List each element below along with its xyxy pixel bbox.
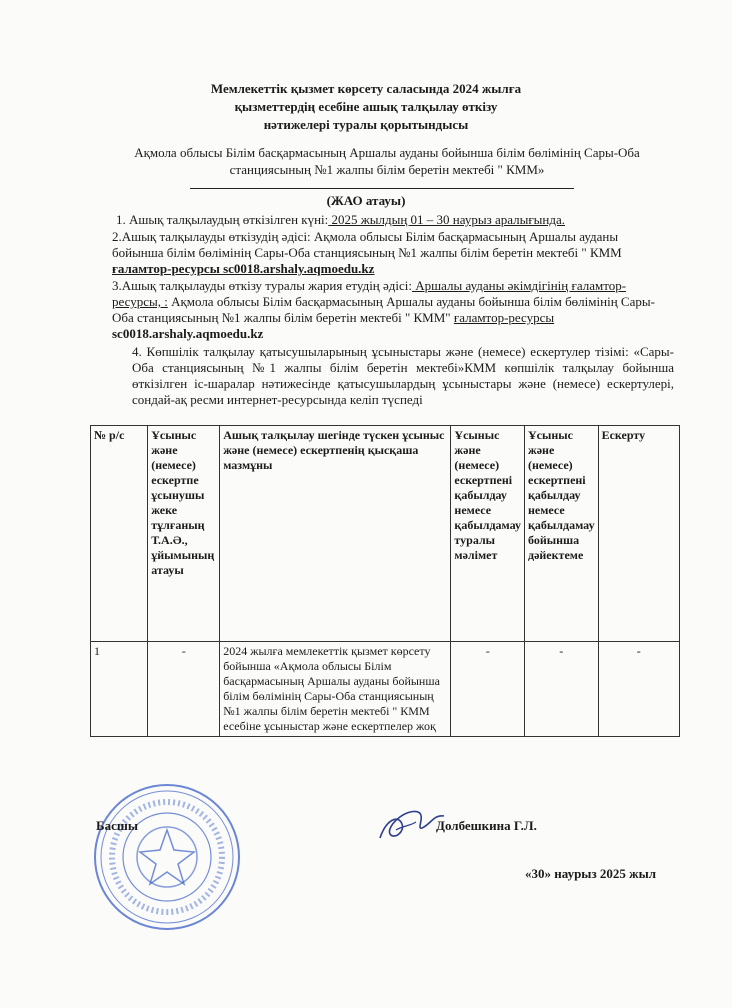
title-line-3: нәтижелері туралы қорытындысы xyxy=(263,117,469,132)
header-note: Ескерту xyxy=(598,426,679,642)
item-1-label: 1. Ашық талқылаудың өткізілген күні: xyxy=(116,212,329,227)
item-3-site[interactable]: sc0018.arshaly.aqmoedu.kz xyxy=(112,326,264,341)
table-row xyxy=(91,642,680,737)
org-caption: (ЖАО атауы) xyxy=(326,193,406,208)
document-title xyxy=(0,80,732,134)
item-1 xyxy=(116,212,676,228)
document-date: «30» наурыз 2025 жыл xyxy=(525,866,657,881)
item-2-link[interactable]: ғаламтор-ресурсы sc0018.arshaly.aqmoedu.kz xyxy=(112,261,375,276)
header-info: Ұсыныс және (немесе) ескертпені қабылдау немесе қабылдамау туралы мәлімет xyxy=(451,426,525,642)
item-2-text: Ақмола облысы Білім басқармасының Аршалы ауданы бойынша білім бөлімінің Сары-Оба станциясының №1 жалпы білім беретін мектебі " КММ xyxy=(112,229,622,260)
item-2 xyxy=(112,229,672,277)
organization-name xyxy=(92,144,682,178)
org-line-2: станциясының №1 жалпы білім беретін мектебі " КММ» xyxy=(229,162,545,177)
item-3-link-2[interactable]: ғаламтор-ресурсы xyxy=(453,310,555,325)
cell-info: - xyxy=(451,642,525,737)
head-label: Басшы xyxy=(96,818,138,833)
cell-person: - xyxy=(148,642,220,737)
proposals-table xyxy=(90,425,680,737)
header-person: Ұсыныс және (немесе) ескертпе ұсынушы жеке тұлғаның Т.А.Ә., ұйымының атауы xyxy=(148,426,220,642)
cell-number: 1 xyxy=(91,642,148,737)
table-header-row xyxy=(91,426,680,642)
header-number: № р/с xyxy=(91,426,148,642)
head-name: Долбешкина Г.Л. xyxy=(436,818,537,833)
cell-content: 2024 жылға мемлекеттік қызмет көрсету бойынша «Ақмола облысы Білім басқармасының Аршалы ауданы бойынша білім бөлімінің Сары-Оба станциясының №1 жалпы білім беретін мектебі " КММ есебіне ұсыныстар және ескертпелер жоқ xyxy=(220,642,451,737)
cell-note: - xyxy=(598,642,679,737)
item-3-label: 3.Ашық талқылауды өткізу туралы жария етудің әдісі: xyxy=(112,278,412,293)
org-line-1: Ақмола облысы Білім басқармасының Аршалы ауданы бойынша білім бөлімінің Сары-Оба xyxy=(134,145,640,160)
header-reason: Ұсыныс және (немесе) ескертпені қабылдау немесе қабылдамау бойынша дәйектеме xyxy=(525,426,599,642)
item-3 xyxy=(112,278,672,342)
item-3-link-1[interactable]: Аршалы ауданы әкімдігінің ғаламтор-ресурсы, : xyxy=(112,278,627,309)
title-line-1: Мемлекеттік қызмет көрсету саласында 2024 жылға xyxy=(210,81,522,96)
item-3-text: Ақмола облысы Білім басқармасының Аршалы ауданы бойынша білім бөлімінің Сары-Оба станциясының №1 жалпы білім беретін мектебі " КММ" xyxy=(112,294,655,325)
item-2-label: 2.Ашық талқылауды өткізудің әдісі: xyxy=(112,229,311,244)
cell-reason: - xyxy=(525,642,599,737)
header-content: Ашық талқылау шегінде түскен ұсыныс және (немесе) ескертпенің қысқаша мазмұны xyxy=(220,426,451,642)
signature-rule xyxy=(190,188,574,189)
item-1-value: 2025 жылдың 01 – 30 наурыз аралығында. xyxy=(328,212,566,227)
official-seal-icon xyxy=(92,782,242,932)
item-4: 4. Көпшілік талқылау қатысушыларының ұсыныстары және (немесе) ескертулер тізімі: «Сары-Оба станциясының №1 жалпы білім беретін мектебі»КММ көпшілік талқылау бойынша өткізілген іс-шаралар нәтижесінде қатысушылардың ұсыныстары және (немесе) ескертулері, сондай-ақ ресми интернет-ресурсында келіп түспеді xyxy=(132,344,674,407)
title-line-2: қызметтердің есебіне ашық талқылау өткізу xyxy=(234,99,498,114)
